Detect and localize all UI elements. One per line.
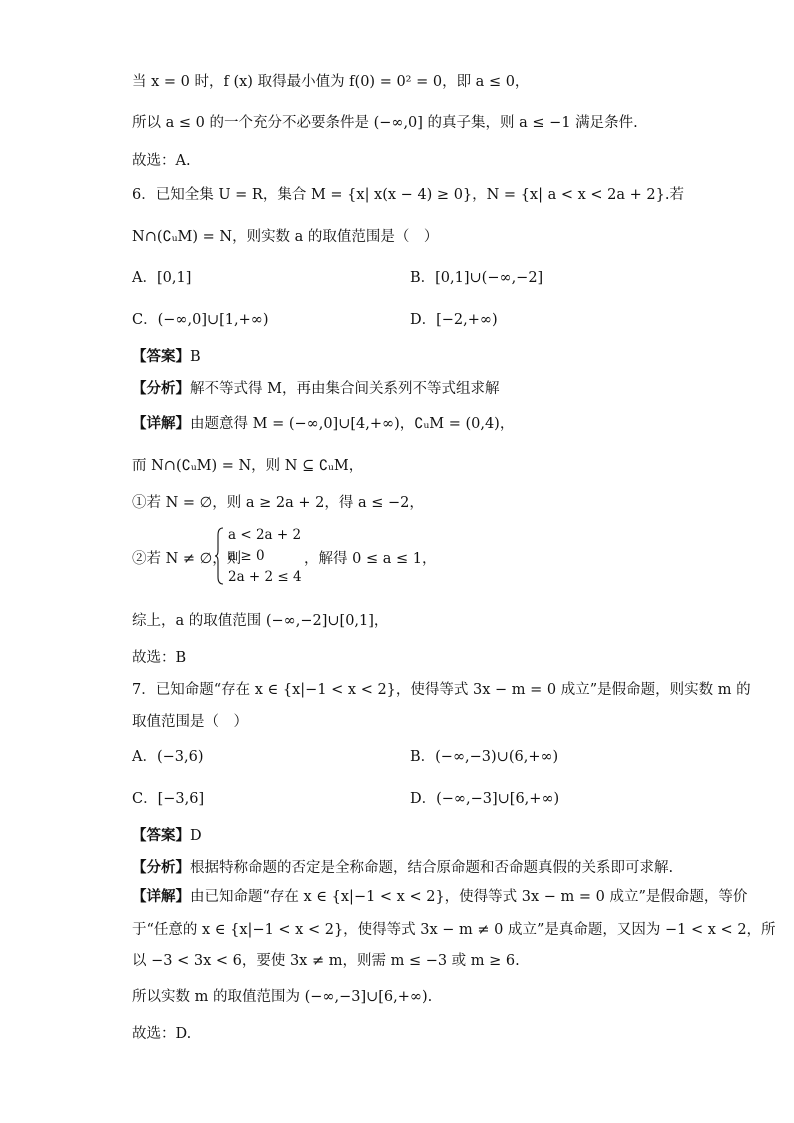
- question-6-stem-cont: N∩(∁ᵤM) = N，则实数 a 的取值范围是（ ）: [132, 229, 439, 245]
- detail-text: 由题意得 M = (−∞,0]∪[4,+∞)，∁ᵤM = (0,4)，: [190, 416, 515, 432]
- q7-option-a: A．(−3,6): [132, 749, 204, 765]
- choice-result: 故选：B: [132, 650, 187, 666]
- q6-option-a: A．[0,1]: [132, 270, 192, 286]
- choice-result: 故选：D.: [132, 1026, 192, 1042]
- q7-option-d: D．(−∞,−3]∪[6,+∞): [410, 791, 560, 807]
- choice-result: 故选：A.: [132, 153, 191, 169]
- system-row: 2a + 2 ≤ 4: [228, 569, 302, 585]
- answer-label: 【答案】: [132, 348, 190, 365]
- text-line: 而 N∩(∁ᵤM) = N，则 N ⊆ ∁ᵤM，: [132, 458, 364, 474]
- text-line: 当 x = 0 时，f (x) 取得最小值为 f(0) = 0² = 0，即 a ≤ 0，: [132, 74, 530, 90]
- q7-option-b: B．(−∞,−3)∪(6,+∞): [410, 749, 559, 765]
- text-line: 于“任意的 x ∈ {x|−1 < x < 2}，使得等式 3x − m ≠ 0 成立”是真命题，又因为 −1 < x < 2，所: [132, 922, 776, 938]
- q6-answer: [132, 347, 201, 367]
- left-brace-icon: [214, 527, 224, 585]
- text-line: 所以 a ≤ 0 的一个充分不必要条件是 (−∞,0] 的真子集，则 a ≤ −1 满足条件.: [132, 115, 638, 131]
- question-7-stem: 7．已知命题“存在 x ∈ {x|−1 < x < 2}，使得等式 3x − m = 0 成立”是假命题，则实数 m 的: [132, 682, 751, 698]
- q7-answer: [132, 826, 202, 846]
- system-row: a < 2a + 2: [228, 527, 302, 543]
- analysis-text: 解不等式得 M，再由集合间关系列不等式组求解: [190, 381, 500, 397]
- detail-label: 【详解】: [132, 415, 190, 432]
- analysis-label: 【分析】: [132, 380, 190, 397]
- q7-detail: [132, 887, 747, 907]
- q7-analysis: [132, 858, 673, 878]
- answer-label: 【答案】: [132, 827, 190, 844]
- q6-option-d: D．[−2,+∞): [410, 312, 498, 328]
- detail-label: 【详解】: [132, 888, 190, 905]
- summary-line: 所以实数 m 的取值范围为 (−∞,−3]∪[6,+∞).: [132, 989, 433, 1005]
- question-6-stem: 6．已知全集 U = R，集合 M = {x| x(x − 4) ≥ 0}，N = {x| a < x < 2a + 2}.若: [132, 187, 684, 203]
- q7-option-c: C．[−3,6]: [132, 791, 205, 807]
- case-2-result: ，解得 0 ≤ a ≤ 1，: [304, 551, 437, 567]
- case-1-line: ①若 N = ∅，则 a ≥ 2a + 2，得 a ≤ −2，: [132, 495, 424, 511]
- answer-value: B: [190, 349, 201, 365]
- answer-value: D: [190, 828, 202, 844]
- summary-line: 综上，a 的取值范围 (−∞,−2]∪[0,1]，: [132, 613, 389, 629]
- question-7-stem-cont: 取值范围是（ ）: [132, 714, 248, 730]
- q6-option-c: C．(−∞,0]∪[1,+∞): [132, 312, 269, 328]
- analysis-label: 【分析】: [132, 859, 190, 876]
- analysis-text: 根据特称命题的否定是全称命题，结合原命题和否命题真假的关系即可求解.: [190, 860, 674, 876]
- detail-text: 由已知命题“存在 x ∈ {x|−1 < x < 2}，使得等式 3x − m = 0 成立”是假命题，等价: [190, 889, 748, 905]
- text-line: 以 −3 < 3x < 6，要使 3x ≠ m，则需 m ≤ −3 或 m ≥ 6.: [132, 953, 520, 969]
- system-row: a ≥ 0: [228, 548, 265, 564]
- q6-analysis: [132, 379, 499, 399]
- q6-option-b: B．[0,1]∪(−∞,−2]: [410, 270, 544, 286]
- case-2-prefix: ②若 N ≠ ∅，则: [132, 551, 242, 567]
- q6-detail: [132, 414, 514, 434]
